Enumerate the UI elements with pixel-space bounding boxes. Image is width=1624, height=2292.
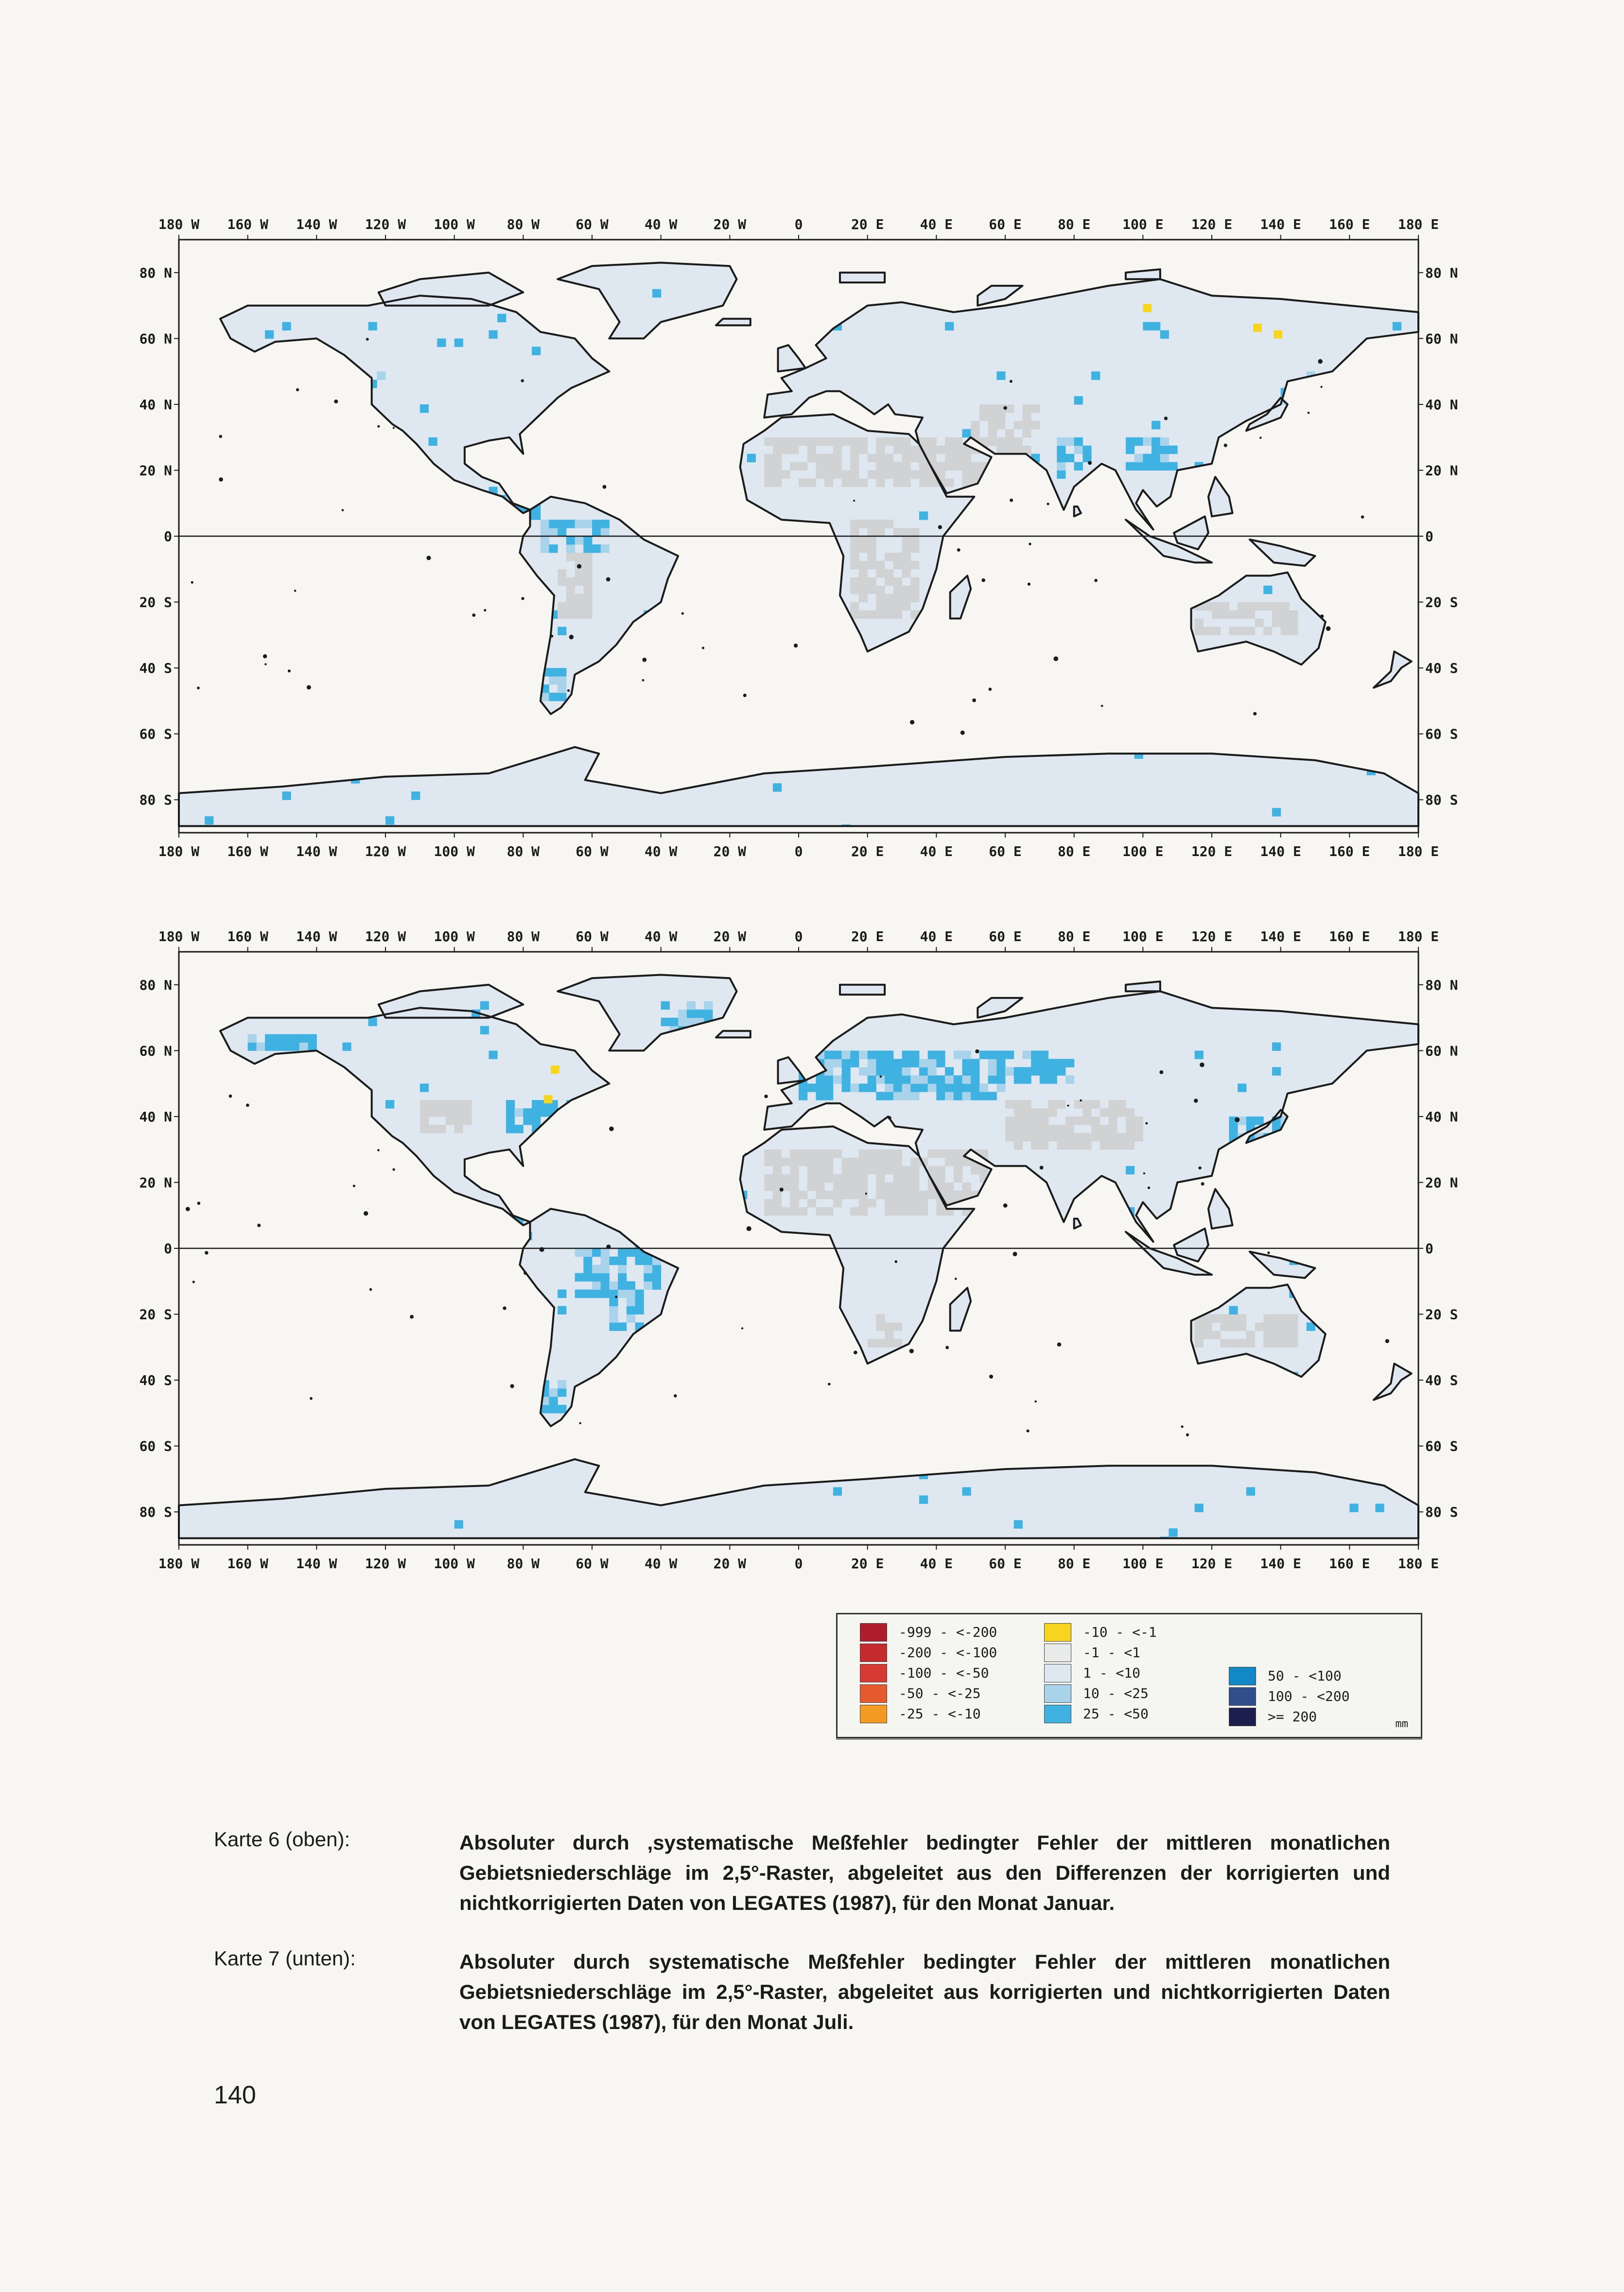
legend-swatch <box>1044 1684 1071 1703</box>
legend-label: -1 - <1 <box>1083 1645 1141 1661</box>
lon-tick-label-top: 80 W <box>506 216 540 232</box>
lon-tick-label-bottom: 180 W <box>158 843 200 859</box>
lat-tick-label-right: 40 S <box>1425 1372 1458 1389</box>
caption-text: Absoluter durch systematische Meßfehler bedingter Fehler der mittleren monatlichen Gebietsniederschläge im 2,5°-Raster, abgeleitet aus korrigierten und nichtkorrigierten Daten von LEGATES (1987), für den Monat Juli. <box>459 1950 1390 2033</box>
lat-tick-label-left: 80 S <box>139 1504 172 1521</box>
lon-tick-label-top: 100 W <box>434 928 475 945</box>
lon-tick-label-top: 20 W <box>713 216 747 232</box>
lat-tick-label-left: 80 N <box>139 977 172 993</box>
lon-tick-label-top: 140 E <box>1260 928 1301 945</box>
legend-swatch <box>1044 1644 1071 1662</box>
lat-tick-label-right: 60 S <box>1425 726 1458 742</box>
lat-tick-label-right: 80 S <box>1425 792 1458 808</box>
lon-tick-label-bottom: 40 E <box>920 843 953 859</box>
lat-tick-label-left: 0 <box>164 528 172 544</box>
lat-tick-label-left: 20 N <box>139 462 172 479</box>
lat-tick-label-left: 40 S <box>139 1372 172 1389</box>
lon-tick-label-bottom: 160 W <box>227 843 268 859</box>
legend-swatch <box>1044 1705 1071 1723</box>
lon-tick-label-bottom: 140 E <box>1260 843 1301 859</box>
lat-tick-label-right: 20 N <box>1425 1174 1458 1191</box>
legend-swatch <box>1229 1667 1256 1685</box>
lon-tick-label-bottom: 100 E <box>1122 843 1164 859</box>
lon-tick-label-bottom: 180 W <box>158 1556 200 1572</box>
lon-tick-label-bottom: 60 E <box>989 843 1022 859</box>
lon-tick-label-bottom: 80 W <box>506 843 540 859</box>
lon-tick-label-bottom: 20 E <box>851 843 884 859</box>
lat-tick-label-left: 40 N <box>139 396 172 413</box>
lon-tick-label-bottom: 40 W <box>644 1556 678 1572</box>
legend-swatch <box>860 1623 887 1642</box>
legend-unit: mm <box>1395 1718 1408 1730</box>
lon-tick-label-bottom: 100 W <box>434 1556 475 1572</box>
lon-tick-label-bottom: 160 W <box>227 1556 268 1572</box>
legend-label: -10 - <-1 <box>1083 1624 1157 1640</box>
lat-tick-label-left: 0 <box>164 1241 172 1257</box>
lat-tick-label-left: 20 N <box>139 1174 172 1191</box>
lon-tick-label-top: 140 W <box>296 928 337 945</box>
legend-label: 10 - <25 <box>1083 1685 1149 1701</box>
lat-tick-label-right: 20 S <box>1425 594 1458 611</box>
lon-tick-label-top: 40 W <box>644 928 678 945</box>
lat-tick-label-right: 60 N <box>1425 1043 1458 1059</box>
lon-tick-label-top: 40 E <box>920 928 953 945</box>
lon-tick-label-top: 20 E <box>851 216 884 232</box>
lon-tick-label-top: 60 W <box>576 216 609 232</box>
legend-swatch <box>860 1644 887 1662</box>
page-number: 140 <box>214 2081 256 2109</box>
lon-tick-label-top: 80 W <box>506 928 540 945</box>
lon-tick-label-top: 60 E <box>989 928 1022 945</box>
lon-tick-label-bottom: 80 E <box>1057 843 1091 859</box>
map-karte-7-svg <box>139 909 1487 1590</box>
lon-tick-label-bottom: 60 E <box>989 1556 1022 1572</box>
lon-tick-label-top: 180 E <box>1397 216 1439 232</box>
map-legend <box>836 1613 1422 1738</box>
legend-swatch <box>860 1705 887 1723</box>
lon-tick-label-top: 160 E <box>1329 928 1370 945</box>
lat-tick-label-right: 60 N <box>1425 331 1458 347</box>
lon-tick-label-bottom: 160 E <box>1329 843 1370 859</box>
lon-tick-label-top: 40 E <box>920 216 953 232</box>
lat-tick-label-left: 60 N <box>139 1043 172 1059</box>
lon-tick-label-top: 160 E <box>1329 216 1370 232</box>
lon-tick-label-bottom: 120 E <box>1191 843 1233 859</box>
lon-tick-label-bottom: 120 W <box>365 843 406 859</box>
lon-tick-label-bottom: 100 E <box>1122 1556 1164 1572</box>
lon-tick-label-bottom: 40 E <box>920 1556 953 1572</box>
lat-tick-label-left: 60 S <box>139 726 172 742</box>
lon-tick-label-bottom: 120 W <box>365 1556 406 1572</box>
lat-tick-label-left: 40 S <box>139 660 172 677</box>
lon-tick-label-top: 40 W <box>644 216 678 232</box>
lon-tick-label-bottom: 80 E <box>1057 1556 1091 1572</box>
lon-tick-label-top: 20 W <box>713 928 747 945</box>
lon-tick-label-bottom: 0 <box>794 843 803 859</box>
map-karte-6 <box>139 197 1487 877</box>
legend-swatch <box>1044 1664 1071 1682</box>
lon-tick-label-bottom: 20 E <box>851 1556 884 1572</box>
lon-tick-label-top: 120 W <box>365 928 406 945</box>
caption-key: Karte 7 (unten): <box>214 1947 356 1970</box>
lon-tick-label-bottom: 60 W <box>576 843 609 859</box>
lat-tick-label-left: 60 N <box>139 331 172 347</box>
map-karte-7 <box>139 909 1487 1590</box>
legend-swatch <box>860 1664 887 1682</box>
lon-tick-label-bottom: 100 W <box>434 843 475 859</box>
lat-tick-label-right: 40 N <box>1425 1108 1458 1125</box>
lat-tick-label-right: 80 N <box>1425 977 1458 993</box>
lon-tick-label-top: 180 E <box>1397 928 1439 945</box>
lon-tick-label-top: 0 <box>794 928 803 945</box>
lon-tick-label-bottom: 140 W <box>296 1556 337 1572</box>
lat-tick-label-right: 20 N <box>1425 462 1458 479</box>
legend-label: -999 - <-200 <box>899 1624 997 1640</box>
lon-tick-label-top: 140 W <box>296 216 337 232</box>
legend-swatch <box>1229 1708 1256 1726</box>
caption-key: Karte 6 (oben): <box>214 1828 350 1851</box>
legend-swatch <box>860 1684 887 1703</box>
legend-label: >= 200 <box>1268 1709 1317 1725</box>
lon-tick-label-bottom: 120 E <box>1191 1556 1233 1572</box>
lon-tick-label-top: 140 E <box>1260 216 1301 232</box>
lon-tick-label-bottom: 140 W <box>296 843 337 859</box>
legend-label: 25 - <50 <box>1083 1706 1149 1722</box>
lon-tick-label-top: 100 W <box>434 216 475 232</box>
lon-tick-label-top: 60 E <box>989 216 1022 232</box>
lat-tick-label-right: 0 <box>1425 528 1433 544</box>
caption-text: Absoluter durch ,systematische Meßfehler bedingter Fehler der mittleren monatlichen Gebietsniederschläge im 2,5°-Raster, abgeleitet aus den Differenzen der korrigierten und nichtkorrigierten Daten von LEGATES (1987), für den Monat Januar. <box>459 1831 1390 1914</box>
lat-tick-label-right: 60 S <box>1425 1438 1458 1454</box>
lat-tick-label-right: 80 S <box>1425 1504 1458 1521</box>
lon-tick-label-bottom: 20 W <box>713 843 747 859</box>
lon-tick-label-top: 20 E <box>851 928 884 945</box>
lon-tick-label-bottom: 60 W <box>576 1556 609 1572</box>
legend-label: 50 - <100 <box>1268 1668 1342 1684</box>
lon-tick-label-bottom: 180 E <box>1397 1556 1439 1572</box>
lat-tick-label-left: 80 S <box>139 792 172 808</box>
legend-label: -50 - <-25 <box>899 1685 981 1701</box>
lat-tick-label-right: 40 N <box>1425 396 1458 413</box>
lon-tick-label-top: 100 E <box>1122 216 1164 232</box>
lat-tick-label-left: 20 S <box>139 594 172 611</box>
map-karte-6-svg <box>139 197 1487 877</box>
lon-tick-label-top: 120 E <box>1191 928 1233 945</box>
lon-tick-label-top: 160 W <box>227 216 268 232</box>
lat-tick-label-right: 0 <box>1425 1241 1433 1257</box>
legend-label: 100 - <200 <box>1268 1688 1350 1704</box>
legend-swatch <box>1229 1687 1256 1706</box>
lon-tick-label-top: 100 E <box>1122 928 1164 945</box>
legend-label: 1 - <10 <box>1083 1665 1141 1681</box>
lon-tick-label-bottom: 0 <box>794 1556 803 1572</box>
legend-swatch <box>1044 1623 1071 1642</box>
lon-tick-label-top: 160 W <box>227 928 268 945</box>
lat-tick-label-left: 20 S <box>139 1306 172 1323</box>
lat-tick-label-right: 20 S <box>1425 1306 1458 1323</box>
lon-tick-label-bottom: 160 E <box>1329 1556 1370 1572</box>
legend-label: -200 - <-100 <box>899 1645 997 1661</box>
lat-tick-label-right: 40 S <box>1425 660 1458 677</box>
lat-tick-label-right: 80 N <box>1425 264 1458 281</box>
legend-label: -25 - <-10 <box>899 1706 981 1722</box>
lon-tick-label-bottom: 20 W <box>713 1556 747 1572</box>
lon-tick-label-top: 80 E <box>1057 928 1091 945</box>
lon-tick-label-top: 180 W <box>158 216 200 232</box>
lon-tick-label-bottom: 180 E <box>1397 843 1439 859</box>
lon-tick-label-top: 80 E <box>1057 216 1091 232</box>
lon-tick-label-top: 120 W <box>365 216 406 232</box>
lon-tick-label-top: 180 W <box>158 928 200 945</box>
lon-tick-label-top: 60 W <box>576 928 609 945</box>
lon-tick-label-bottom: 140 E <box>1260 1556 1301 1572</box>
lat-tick-label-left: 60 S <box>139 1438 172 1454</box>
lon-tick-label-bottom: 40 W <box>644 843 678 859</box>
lat-tick-label-left: 40 N <box>139 1108 172 1125</box>
lon-tick-label-top: 0 <box>794 216 803 232</box>
lon-tick-label-bottom: 80 W <box>506 1556 540 1572</box>
lat-tick-label-left: 80 N <box>139 264 172 281</box>
legend-label: -100 - <-50 <box>899 1665 989 1681</box>
lon-tick-label-top: 120 E <box>1191 216 1233 232</box>
